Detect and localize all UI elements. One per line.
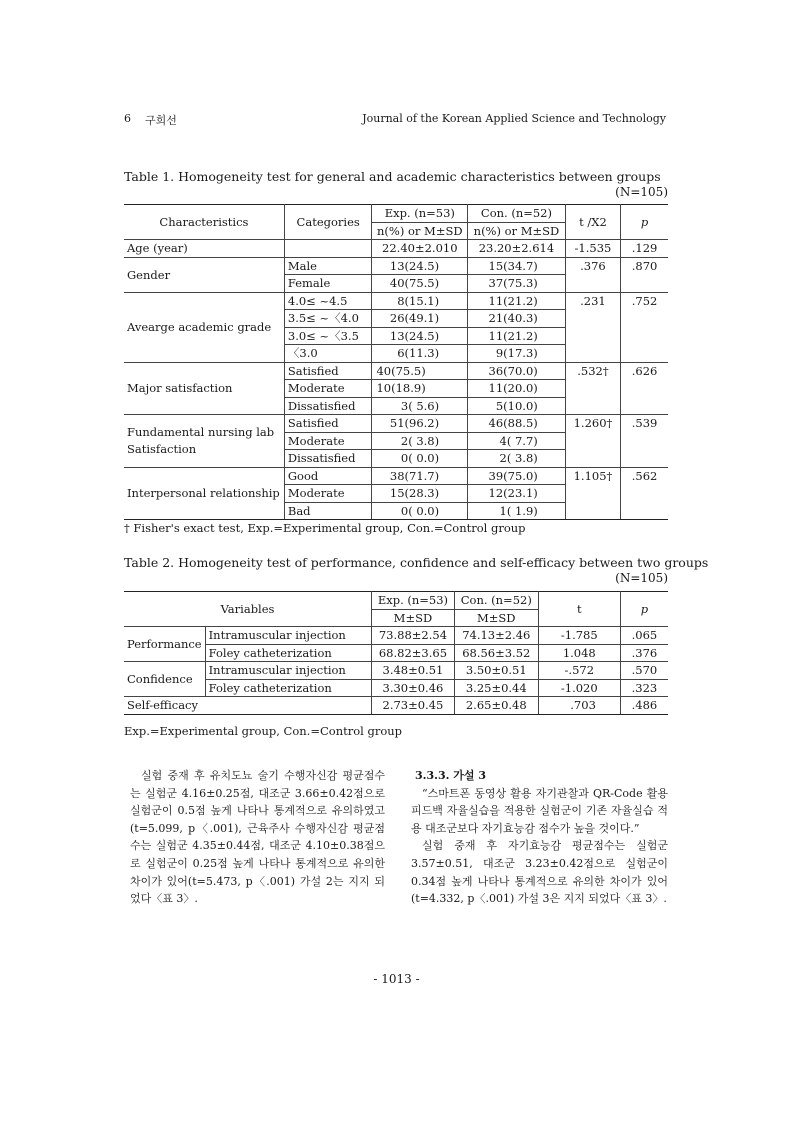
table-row: Dissatisfied 3( 5.6) 5(10.0) — [124, 397, 668, 415]
section-heading: 3.3.3. 가설 3 — [415, 769, 487, 782]
table-row: Female 40(75.5) 37(75.3) — [124, 275, 668, 293]
table1-header-row — [124, 205, 668, 223]
header-con-sub: M±SD — [454, 609, 538, 627]
left-paragraph: 실험 중재 후 유치도뇨 술기 수행자신감 평균점수는 실험군 4.16±0.25점, 대조군 3.66±0.42점으로 실험군이 0.5점 높게 나타나 통계적으로 유의하였고(t=5.099, p〈.001), 근육주사 수행자신감 평균점수는 실험군 4.35±0.44점, 대조군 4.10±0.38점으로 실험군이 0.25점 높게 나타나 통계적으로 유의한 차이가 있어(t=5.473, p〈.001) 가설 2는 지지 되었다〈표 3〉. — [130, 769, 385, 906]
page-number: 6 — [124, 112, 131, 125]
table-row: 3.5≤ ~〈4.0 26(49.1) 21(40.3) — [124, 310, 668, 328]
table1-caption: Table 1. Homogeneity test for general and academic characteristics between groups — [124, 169, 661, 184]
table-row: Moderate 10(18.9) 11(20.0) — [124, 380, 668, 398]
left-column — [130, 767, 385, 908]
header-variables: Variables — [124, 592, 372, 627]
table-row: Gender Male 13(24.5) 15(34.7) .376 .870 — [124, 257, 668, 275]
header-p: p — [621, 205, 668, 240]
header-categories: Categories — [284, 205, 372, 240]
right-paragraph-2: 실험 중재 후 자기효능감 평균점수는 실험군 3.57±0.51, 대조군 3.23±0.42점으로 실험군이 0.34점 높게 나타나 통계적으로 유의한 차이가 있어(t=4.332, p〈.001) 가설 3은 지지 되었다〈표 3〉. — [411, 839, 668, 906]
table-row: Bad 0( 0.0) 1( 1.9) — [124, 502, 668, 520]
table-row: Foley catheterization 68.82±3.65 68.56±3.52 1.048 .376 — [124, 644, 668, 662]
table-row: Performance Intramuscular injection 73.88±2.54 74.13±2.46 -1.785 .065 — [124, 627, 668, 645]
header-characteristics: Characteristics — [124, 205, 284, 240]
table-row: Foley catheterization 3.30±0.46 3.25±0.44 -1.020 .323 — [124, 679, 668, 697]
table2-header-row — [124, 592, 668, 610]
header-exp-sub: M±SD — [372, 609, 455, 627]
table2-note: Exp.=Experimental group, Con.=Control group — [124, 724, 403, 738]
table2-caption: Table 2. Homogeneity test of performance, confidence and self-efficacy between two groups — [124, 555, 709, 570]
table-row: Moderate 2( 3.8) 4( 7.7) — [124, 432, 668, 450]
table-row: 3.0≤ ~〈3.5 13(24.5) 11(21.2) — [124, 327, 668, 345]
header-t: t — [538, 592, 620, 627]
header-exp: Exp. (n=53) — [372, 205, 468, 223]
table1-note: † Fisher's exact test, Exp.=Experimental group, Con.=Control group — [124, 521, 526, 535]
table-row: 〈3.0 6(11.3) 9(17.3) — [124, 345, 668, 363]
header-con-sub: n(%) or M±SD — [468, 222, 566, 240]
page-footer: - 1013 - — [373, 972, 420, 986]
table2 — [124, 591, 668, 715]
journal-title: Journal of the Korean Applied Science and Technology — [362, 112, 666, 125]
table1-n: (N=105) — [615, 185, 668, 199]
header-con: Con. (n=52) — [454, 592, 538, 610]
table-row: Moderate 15(28.3) 12(23.1) — [124, 485, 668, 503]
table-row: Fundamental nursing lab Satisfaction Satisfied 51(96.2) 46(88.5) 1.260† .539 — [124, 415, 668, 433]
table1 — [124, 204, 668, 520]
header-exp: Exp. (n=53) — [372, 592, 455, 610]
table-row: Major satisfaction Satisfied 40(75.5) 36(70.0) .532† .626 — [124, 362, 668, 380]
table2-n: (N=105) — [615, 571, 668, 585]
table-row: Age (year) 22.40±2.010 23.20±2.614 -1.535 .129 — [124, 240, 668, 258]
table-row: Avearge academic grade 4.0≤ ~4.5 8(15.1) 11(21.2) .231 .752 — [124, 292, 668, 310]
header-p: p — [620, 592, 668, 627]
running-author: 구희선 — [145, 114, 177, 127]
header-exp-sub: n(%) or M±SD — [372, 222, 468, 240]
table-row: Self-efficacy 2.73±0.45 2.65±0.48 .703 .486 — [124, 697, 668, 715]
table-row: Confidence Intramuscular injection 3.48±0.51 3.50±0.51 -.572 .570 — [124, 662, 668, 680]
table-row: Interpersonal relationship Good 38(71.7) 39(75.0) 1.105† .562 — [124, 467, 668, 485]
right-column — [411, 767, 668, 908]
table-row: Dissatisfied 0( 0.0) 2( 3.8) — [124, 450, 668, 468]
right-paragraph-1: “스마트폰 동영상 활용 자기관찰과 QR-Code 활용 피드백 자율실습을 적용한 실험군이 기존 자율실습 적용 대조군보다 자기효능감 점수가 높을 것이다.” — [411, 786, 668, 835]
header-t: t /X2 — [565, 205, 620, 240]
header-con: Con. (n=52) — [468, 205, 566, 223]
